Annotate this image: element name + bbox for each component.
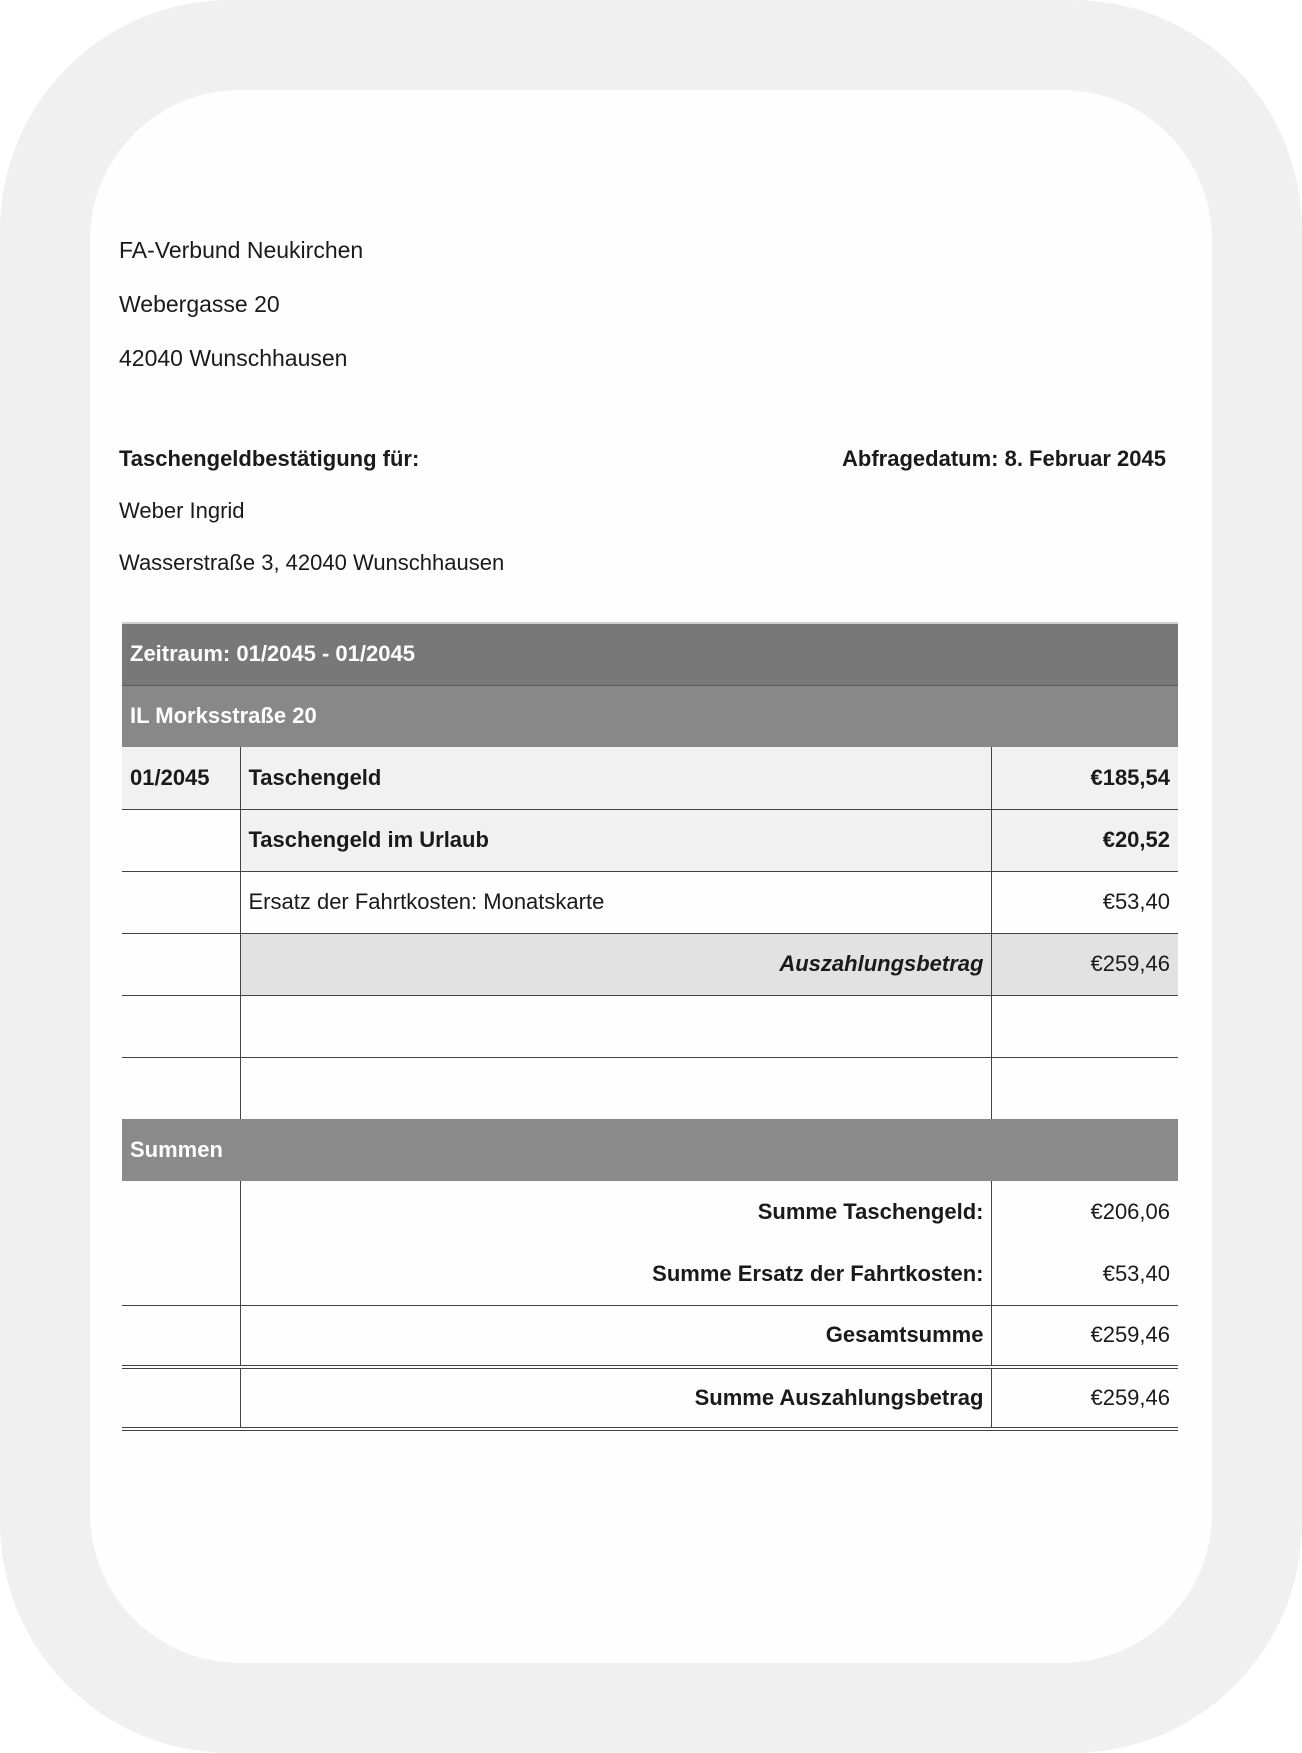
row-month: 01/2045	[122, 747, 240, 809]
payout-total-label: Summe Auszahlungsbetrag	[240, 1367, 992, 1429]
payout-total-amount: €259,46	[992, 1367, 1178, 1429]
sender-city: 42040 Wunschhausen	[119, 345, 348, 371]
recipient-name: Weber Ingrid	[119, 498, 245, 523]
sender-name: FA-Verbund Neukirchen	[119, 237, 364, 263]
sum-label: Summe Taschengeld:	[240, 1181, 992, 1243]
table-row	[122, 747, 1178, 809]
row-amount: €20,52	[992, 809, 1178, 871]
sum-row	[122, 1367, 1178, 1429]
row-month	[122, 933, 240, 995]
sums-header-row	[122, 1119, 1178, 1181]
period-header-row	[122, 623, 1178, 685]
payout-row	[122, 933, 1178, 995]
row-amount: €53,40	[992, 871, 1178, 933]
table-row	[122, 809, 1178, 871]
period-label: Zeitraum: 01/2045 - 01/2045	[122, 623, 1178, 685]
sum-amount: €206,06	[1090, 1199, 1170, 1224]
document-title: Taschengeldbestätigung für:	[119, 446, 420, 471]
document-page	[90, 90, 1212, 1663]
row-label: Taschengeld	[240, 747, 992, 809]
row-month	[122, 809, 240, 871]
sum-label: Summe Ersatz der Fahrtkosten:	[240, 1243, 992, 1305]
sums-header: Summen	[122, 1119, 1178, 1181]
sum-row	[122, 1243, 1178, 1305]
payout-amount: €259,46	[992, 933, 1178, 995]
sum-row	[122, 1305, 1178, 1367]
empty-row	[122, 1057, 1178, 1119]
sum-amount: €53,40	[992, 1243, 1178, 1305]
total-amount: €259,46	[992, 1305, 1178, 1367]
empty-row	[122, 995, 1178, 1057]
recipient-address: Wasserstraße 3, 42040 Wunschhausen	[119, 550, 505, 575]
row-label: Ersatz der Fahrtkosten: Monatskarte	[240, 871, 992, 933]
row-amount: €185,54	[992, 747, 1178, 809]
payout-label: Auszahlungsbetrag	[240, 933, 992, 995]
sender-street: Webergasse 20	[119, 291, 280, 317]
allowance-table	[122, 622, 1178, 1431]
table-row	[122, 871, 1178, 933]
query-date: Abfragedatum: 8. Februar 2045	[842, 446, 1166, 471]
location-label: IL Morksstraße 20	[122, 685, 1178, 747]
row-label: Taschengeld im Urlaub	[240, 809, 992, 871]
total-label: Gesamtsumme	[240, 1305, 992, 1367]
sum-row	[122, 1181, 1178, 1243]
location-header-row	[122, 685, 1178, 747]
row-month	[122, 871, 240, 933]
